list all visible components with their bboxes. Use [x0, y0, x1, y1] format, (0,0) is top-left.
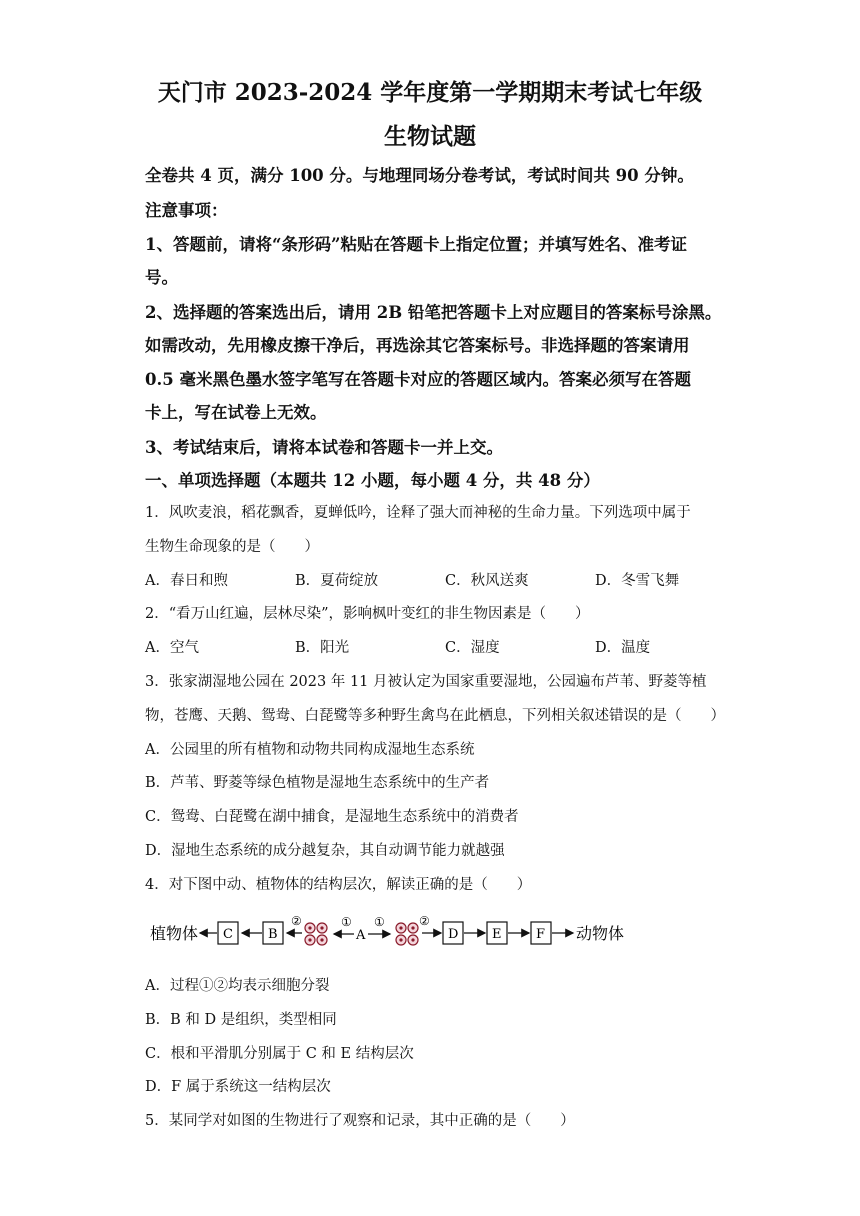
question-1-option-d: D．冬雪飞舞: [595, 573, 680, 589]
box-e-label: E: [492, 927, 502, 942]
question-1-option-b: B．夏荷绽放: [295, 573, 379, 589]
box-c-label: C: [223, 927, 233, 942]
question-2-line-1: 2．“看万山红遍，层林尽染”，影响枫叶变红的非生物因素是（ ）: [145, 606, 590, 622]
question-3-option-d: D．湿地生态系统的成分越复杂，其自动调节能力就越强: [145, 843, 505, 859]
box-d-label: D: [448, 927, 459, 942]
center-a-label: A: [356, 928, 366, 943]
question-3-option-a: A．公园里的所有植物和动物共同构成湿地生态系统: [145, 742, 475, 758]
question-1-line-1: 1．风吹麦浪，稻花飘香，夏蝉低吟，诠释了强大而神秘的生命力量。下列选项中属于: [145, 505, 691, 521]
question-4-option-d: D．F 属于系统这一结构层次: [145, 1079, 331, 1095]
exam-subject: 生物试题: [384, 123, 476, 150]
note-2-line-1: 2、选择题的答案选出后，请用 2B 铅笔把答题卡上对应题目的答案标号涂黑。: [145, 303, 722, 322]
question-3-line-1: 3．张家湖湿地公园在 2023 年 11 月被认定为国家重要湿地，公园遍布芦苇、野菱等植: [145, 674, 707, 690]
question-2-option-d: D．温度: [595, 640, 651, 656]
exam-summary: 全卷共 4 页，满分 100 分。与地理同场分卷考试，考试时间共 90 分钟。: [145, 166, 694, 185]
section-heading: 一、单项选择题（本题共 12 小题，每小题 4 分，共 48 分）: [145, 471, 600, 490]
question-2-option-a: A．空气: [145, 640, 199, 656]
question-1-line-2: 生物生命现象的是（ ）: [145, 539, 319, 555]
question-3-option-c: C．鸳鸯、白琵鹭在湖中捕食，是湿地生态系统中的消费者: [145, 809, 519, 825]
question-4-option-b: B．B 和 D 是组织，类型相同: [145, 1012, 337, 1028]
exam-title: 天门市 2023-2024 学年度第一学期期末考试七年级: [157, 79, 703, 106]
step-1-left-label: ①: [341, 915, 352, 929]
question-3-option-b: B．芦苇、野菱等绿色植物是湿地生态系统中的生产者: [145, 775, 490, 791]
note-1-line-2: 号。: [145, 268, 178, 287]
question-1-option-c: C．秋风送爽: [445, 573, 529, 589]
box-b-label: B: [268, 927, 278, 942]
question-1-option-a: A．春日和煦: [145, 573, 228, 589]
question-5-line-1: 5．某同学对如图的生物进行了观察和记录，其中正确的是（ ）: [145, 1113, 575, 1129]
question-2-option-c: C．湿度: [445, 640, 500, 656]
structure-levels-diagram: [150, 912, 650, 956]
note-3: 3、考试结束后，请将本试卷和答题卡一并上交。: [145, 438, 503, 457]
animal-body-label: 动物体: [576, 924, 625, 943]
plant-body-label: 植物体: [150, 924, 199, 943]
step-2-right-label: ②: [419, 914, 430, 928]
note-2-line-2: 如需改动，先用橡皮擦干净后，再选涂其它答案标号。非选择题的答案请用: [145, 336, 690, 355]
question-4-line-1: 4．对下图中动、植物体的结构层次，解读正确的是（ ）: [145, 877, 532, 893]
question-3-line-2: 物，苍鹰、天鹅、鸳鸯、白琵鹭等多种野生禽鸟在此栖息，下列相关叙述错误的是（ ）: [145, 708, 725, 724]
note-2-line-3: 0.5 毫米黑色墨水签字笔写在答题卡对应的答题区域内。答案必须写在答题: [145, 370, 691, 389]
question-4-option-c: C．根和平滑肌分别属于 C 和 E 结构层次: [145, 1046, 414, 1062]
cell-cluster-right-icon: [396, 923, 418, 945]
step-1-right-label: ①: [374, 915, 385, 929]
note-2-line-4: 卡上，写在试卷上无效。: [145, 403, 327, 422]
cell-cluster-left-icon: [305, 923, 327, 945]
notes-heading: 注意事项：: [145, 201, 228, 220]
question-2-option-b: B．阳光: [295, 640, 350, 656]
step-2-left-label: ②: [291, 914, 302, 928]
question-4-option-a: A．过程①②均表示细胞分裂: [145, 978, 330, 994]
box-f-label: F: [536, 927, 546, 942]
note-1-line-1: 1、答题前，请将“条形码”粘贴在答题卡上指定位置；并填写姓名、准考证: [145, 235, 687, 254]
